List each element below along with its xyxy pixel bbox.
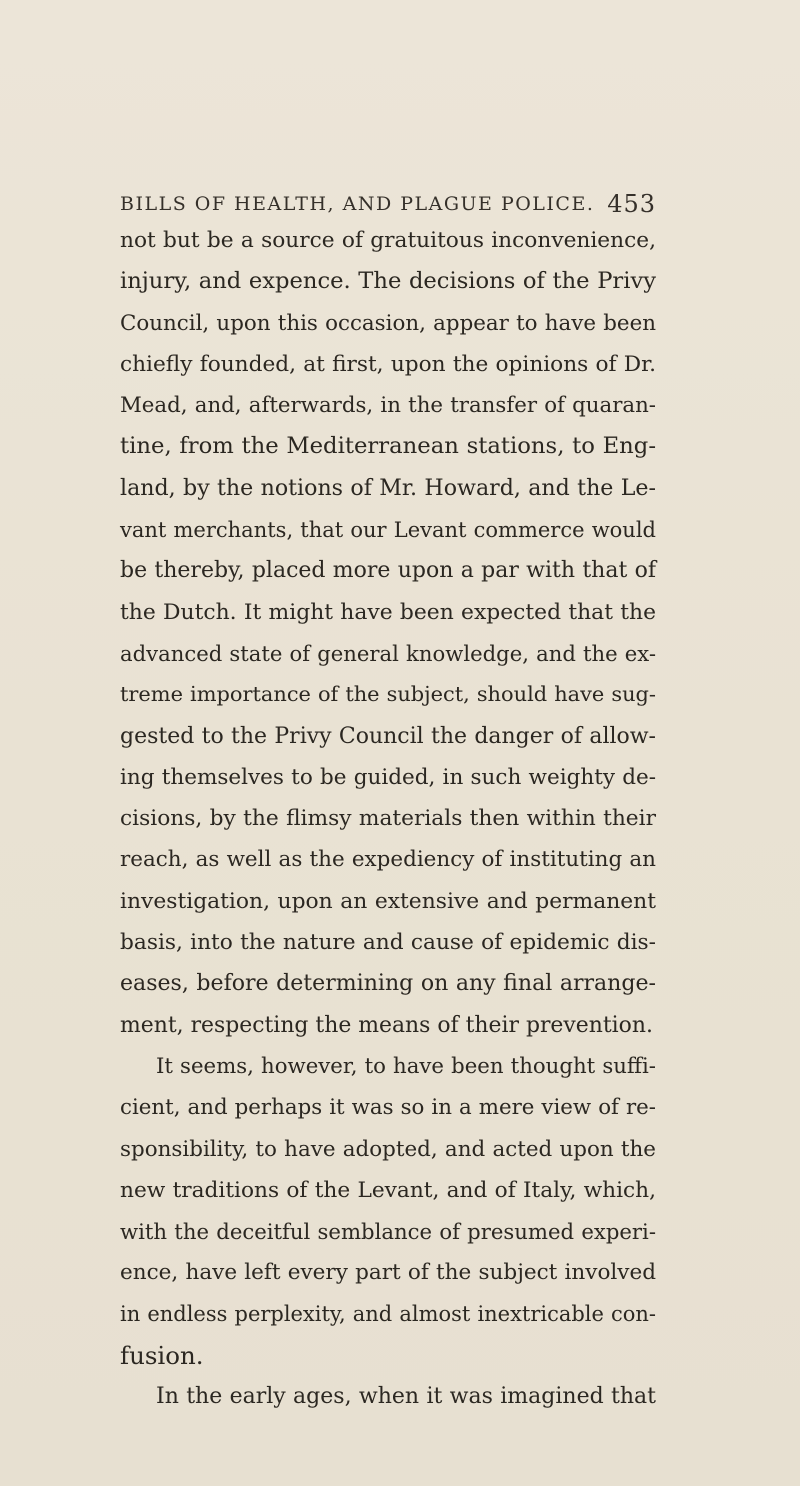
- text-line: not but be a source of gratuitous inconvenience,: [120, 228, 656, 253]
- text-line: in endless perplexity, and almost inextricable con-: [120, 1301, 656, 1326]
- text-line: advanced state of general knowledge, and the ex-: [120, 640, 656, 666]
- text-line: ence, have left every part of the subject involved: [120, 1260, 656, 1286]
- text-line: vant merchants, that our Levant commerce would: [120, 517, 656, 543]
- text-line: reach, as well as the expediency of instituting an: [120, 847, 656, 873]
- text-line: basis, into the nature and cause of epidemic dis-: [120, 930, 656, 956]
- page-number: 453: [607, 190, 656, 218]
- text-line: treme importance of the subject, should have sug-: [120, 682, 656, 707]
- text-line: gested to the Privy Council the danger of allow-: [120, 723, 656, 749]
- text-line: land, by the notions of Mr. Howard, and the Le-: [120, 474, 656, 501]
- text-line: cisions, by the flimsy materials then within their: [120, 806, 656, 832]
- text-line: It seems, however, to have been thought suffi-: [156, 1053, 656, 1079]
- text-line: with the deceitful semblance of presumed experi-: [120, 1219, 656, 1245]
- text-line: Council, upon this occasion, appear to have been: [120, 310, 656, 336]
- text-line: sponsibility, to have adopted, and acted upon the: [120, 1136, 656, 1162]
- text-line: eases, before determining on any final arrange-: [120, 971, 656, 997]
- text-line: ing themselves to be guided, in such weighty de-: [120, 764, 656, 790]
- body-text: [120, 220, 656, 1418]
- text-line: tine, from the Mediterranean stations, to Eng-: [120, 433, 656, 460]
- text-line: Mead, and, afterwards, in the transfer of quaran-: [120, 393, 656, 419]
- text-line: injury, and expence. The decisions of the Privy: [120, 268, 656, 295]
- text-line: cient, and perhaps it was so in a mere view of re-: [120, 1095, 656, 1121]
- text-line: In the early ages, when it was imagined that: [156, 1384, 656, 1410]
- text-line: be thereby, placed more upon a par with that of: [120, 558, 656, 584]
- text-line: fusion.: [120, 1341, 204, 1371]
- text-line: ment, respecting the means of their prevention.: [120, 1012, 653, 1038]
- text-line: chiefly founded, at first, upon the opinions of Dr.: [120, 351, 656, 377]
- text-line: investigation, upon an extensive and permanent: [120, 888, 656, 914]
- text-line: new traditions of the Levant, and of Italy, which,: [120, 1177, 656, 1203]
- text-line: the Dutch. It might have been expected that the: [120, 599, 656, 625]
- running-head-title: BILLS OF HEALTH, AND PLAGUE POLICE.: [120, 193, 595, 215]
- running-head: [120, 186, 656, 222]
